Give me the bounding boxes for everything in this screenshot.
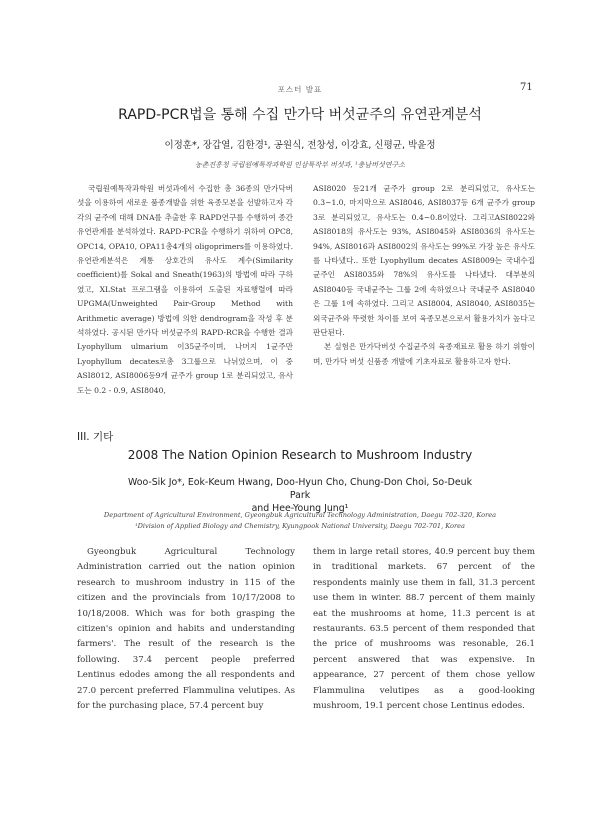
- authors-line: Woo-Sik Jo*, Eok-Keum Hwang, Doo-Hyun Cho, Chung-Don Choi, So-Deuk Park: [127, 477, 472, 501]
- page-number: 71: [520, 82, 533, 93]
- korean-abstract-paragraph: 본 실험은 만가닥버섯 수집균주의 육종재료로 활용 하기 위함이며, 만가닥 버섯 신품종 개발에 기초자료로 활용하고자 한다.: [313, 342, 535, 366]
- authors-line: and Hee-Young Jung¹: [251, 503, 349, 514]
- korean-abstract-affiliation: 농촌진흥청 국립원예특작과학원 인삼특작부 버섯과, ¹충남버섯연구소: [194, 161, 406, 169]
- running-header: 포스터 발표: [277, 85, 323, 94]
- english-abstract-title: 2008 The Nation Opinion Research to Mushroom Industry: [127, 448, 473, 462]
- korean-abstract-right-column: [313, 182, 535, 369]
- affiliation-line: ¹Division of Applied Biology and Chemistry, Kyungpook National University, Daegu 702-701, Korea: [134, 522, 465, 530]
- section-heading: III. 기타: [77, 431, 114, 443]
- korean-abstract-authors: 이정훈*, 장갑열, 김한경¹, 공원식, 전창성, 이강효, 신평균, 박윤정: [164, 140, 436, 151]
- english-abstract-left-column: [77, 545, 295, 714]
- korean-abstract-paragraph: ASI8020 등21개 균주가 group 2로 분리되었고, 유사도는 0.3~1.0, 마지막으로 ASI8046, ASI8037등 6개 균주가 group 3로 분리되었고, 유사도는 0.4~0.8이었다. 그리고ASI8022와 ASI8018의 유사도는 93%, ASI8045와 ASI8036의 유사도는 94%, ASI8016과 ASI8002의 유사도는 99%로 가장 높은 유사도를 나타냈다.. 또한 Lyophyllum decates ASI8009는 국내수집균주인 ASI8035와 78%의 유사도를 나타냈다. 대부분의 ASI8040등 국내균주는 그룹 2에 속하였으나 국내균주 ASI8040은 그룹 1에 속하였다. 그리고 ASI8004, ASI8040, ASI8035는 외국균주와 뚜렷한 차이를 보여 육종모본으로서 활용가치가 높다고 판단된다.: [313, 184, 535, 338]
- korean-abstract-paragraph: 국립원예특작과학원 버섯과에서 수집한 총 36종의 만가닥버섯을 이용하여 새로운 품종개발을 위한 육종모본을 선발하고자 각각의 균주에 대해 DNA를 추출한 후 RAPD연구를 수행하여 종간 유연관계를 분석하였다. RAPD-PCR을 수행하기 위하여 OPC8, OPC14, OPA10, OPA11총4개의 oligoprimers를 이용하였다. 유연관계분석은 계통 상호간의 유사도 계수(Similarity coefficient)를 Sokal and Sneath(1963)의 방법에 따라 구하였고, XLStat 프로그램을 이용하여 도출된 자료행렬에 따라 UPGMA(Unweighted Pair-Group Method with Arithmetic average) 방법에 의한 dendrogram을 작성 후 분석하였다. 공시된 만가닥 버섯균주의 RAPD-RCR을 수행한 결과 Lyophyllum ulmarium 이35균주이며, 나머지 1균주만 Lyophyllum decates로총 3그룹으로 나뉘었으며, 이 중 ASI8012, ASI8006등9개 균주가 group 1로 분리되었고, 유사도는 0.2 - 0.9, ASI8040,: [77, 184, 293, 395]
- english-abstract-right-column: [313, 545, 535, 714]
- affiliation-line: Department of Agricultural Environment, Gyeongbuk Agricultural Technology Administration, Daegu 702-320, Korea: [103, 511, 497, 519]
- english-abstract-paragraph: them in large retail stores, 40.9 percent buy them in traditional markets. 67 percent of the respondents mainly use them in fall, 31.3 percent use them in winter. 88.7 percent of them mainly eat the mushrooms at home, 11.3 percent is at restaurants. 63.5 percent of them responded that the price of mushrooms was resonable, 26.1 percent answered that was expensive. In appearance, 27 percent of them chose yellow Flammulina velutipes as a good-looking mushroom, 19.1 percent chose Lentinus edodes.: [313, 547, 535, 712]
- korean-abstract-left-column: [77, 182, 293, 398]
- korean-abstract-title: RAPD-PCR법을 통해 수집 만가닥 버섯균주의 유연관계분석: [118, 107, 482, 123]
- english-abstract-affiliation: [80, 510, 520, 532]
- english-abstract-paragraph: Gyeongbuk Agricultural Technology Administration carried out the nation opinion research to mushroom industry in 115 of the citizen and the provincials from 10/17/2008 to 10/18/2008. Which was for both grasping the citizen's opinion and habits and understanding farmers'. The result of the research is the following. 37.4 percent people preferred Lentinus edodes among the all respondents and 27.0 percent preferred Flammulina velutipes. As for the purchasing place, 57.4 percent buy: [77, 547, 295, 712]
